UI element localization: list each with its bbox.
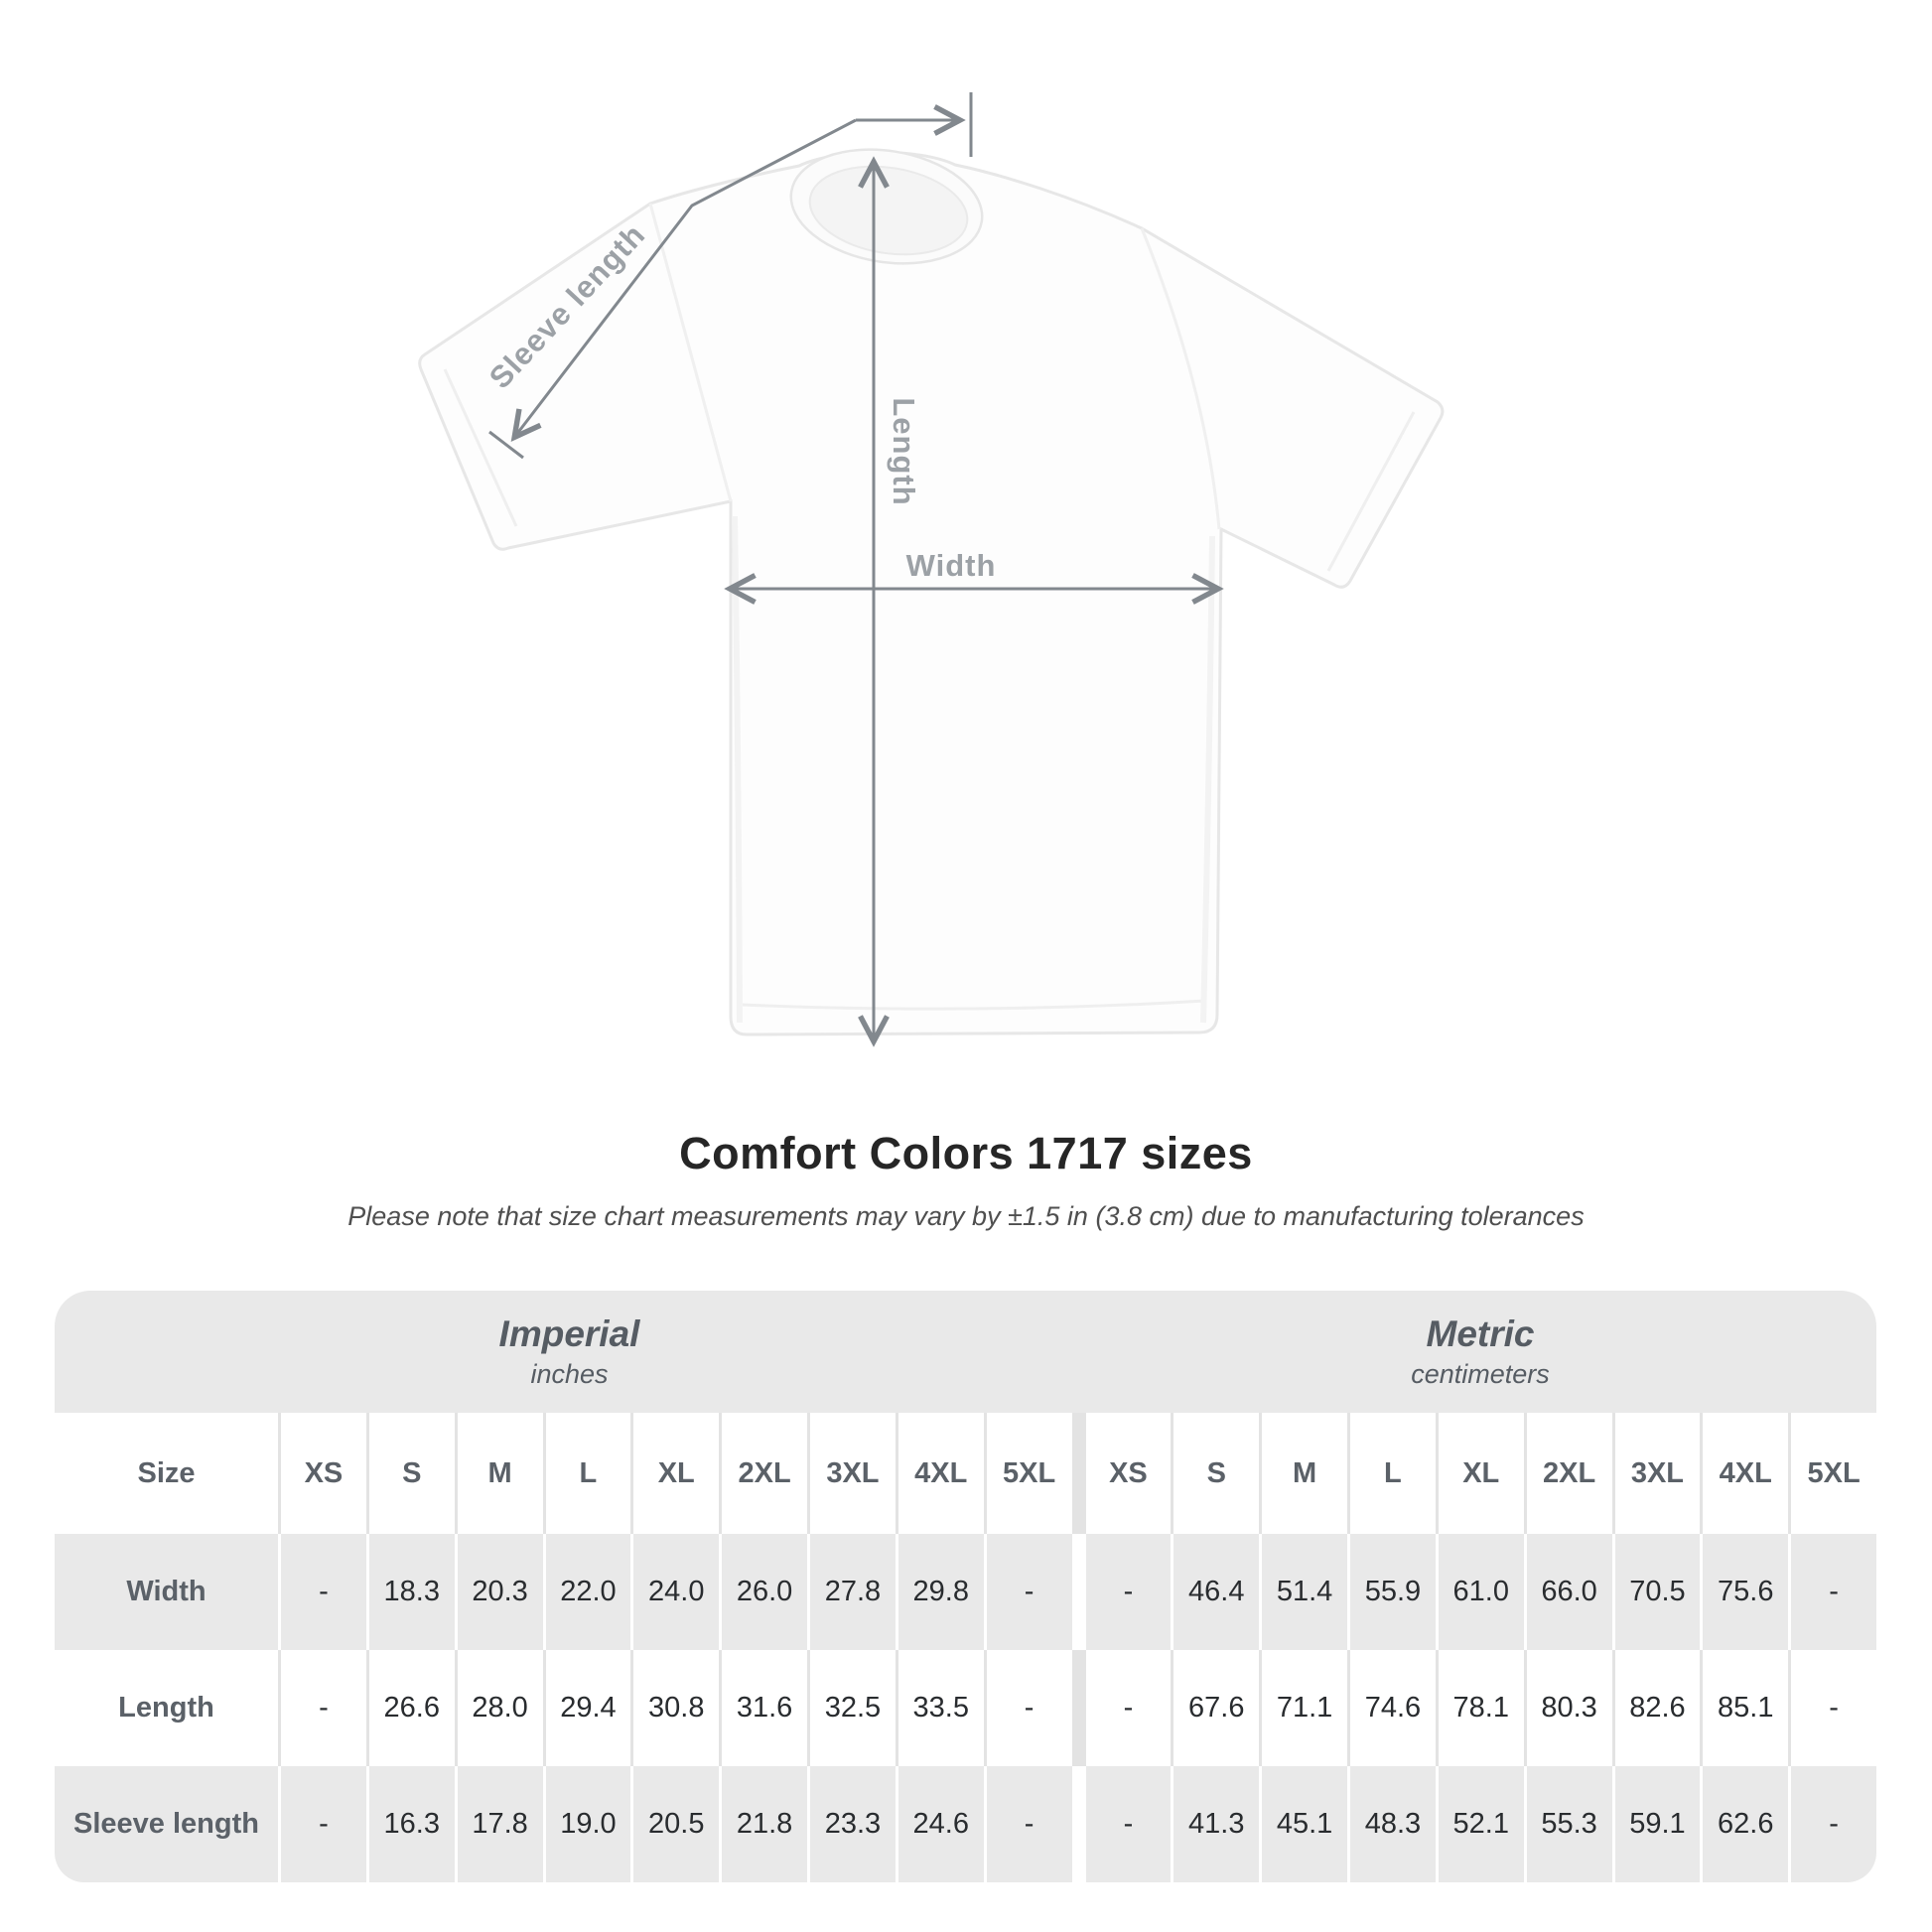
value-cell-imperial: -	[281, 1534, 366, 1650]
value-cell-imperial: 20.5	[633, 1766, 719, 1882]
value-cell-imperial: 30.8	[633, 1650, 719, 1766]
tshirt-image	[420, 137, 1443, 1035]
value-cell-imperial: 33.5	[898, 1650, 984, 1766]
tolerance-note: Please note that size chart measurements may vary by ±1.5 in (3.8 cm) due to manufacturing tolerances	[347, 1201, 1585, 1231]
value-cell-imperial: 24.6	[898, 1766, 984, 1882]
value-cell-imperial: 19.0	[546, 1766, 631, 1882]
value-cell-metric: 52.1	[1439, 1766, 1524, 1882]
imperial-unit-label: inches	[530, 1359, 609, 1389]
value-cell-imperial: 17.8	[458, 1766, 543, 1882]
metric-label: Metric	[1426, 1313, 1535, 1354]
row-label: Sleeve length	[55, 1766, 278, 1882]
value-cell-imperial: 18.3	[369, 1534, 455, 1650]
size-column-header-metric: 5XL	[1791, 1413, 1876, 1534]
value-cell-metric: 61.0	[1439, 1534, 1524, 1650]
value-cell-metric: 75.6	[1703, 1534, 1788, 1650]
value-cell-imperial: 24.0	[633, 1534, 719, 1650]
value-cell-imperial: 27.8	[810, 1534, 896, 1650]
value-cell-metric: 41.3	[1173, 1766, 1259, 1882]
sleeve-length-label: Sleeve length	[482, 216, 652, 396]
row-label: Length	[55, 1650, 278, 1766]
value-cell-imperial: 26.6	[369, 1650, 455, 1766]
value-cell-metric: 48.3	[1350, 1766, 1436, 1882]
size-column-header-metric: 4XL	[1703, 1413, 1788, 1534]
size-column-header-metric: S	[1173, 1413, 1259, 1534]
value-cell-metric: 67.6	[1173, 1650, 1259, 1766]
value-cell-metric: 51.4	[1262, 1534, 1347, 1650]
table-row	[55, 1766, 1876, 1882]
size-column-header-metric: 2XL	[1527, 1413, 1612, 1534]
value-cell-metric: -	[1086, 1766, 1172, 1882]
value-cell-metric: 82.6	[1615, 1650, 1701, 1766]
value-cell-metric: -	[1791, 1650, 1876, 1766]
size-column-header-metric: XL	[1439, 1413, 1524, 1534]
value-cell-imperial: -	[281, 1766, 366, 1882]
size-column-header-metric: XS	[1086, 1413, 1172, 1534]
value-cell-metric: 59.1	[1615, 1766, 1701, 1882]
value-cell-imperial: 20.3	[458, 1534, 543, 1650]
value-cell-imperial: 22.0	[546, 1534, 631, 1650]
value-cell-imperial: 28.0	[458, 1650, 543, 1766]
size-column-title: Size	[55, 1413, 278, 1534]
value-cell-imperial: 29.4	[546, 1650, 631, 1766]
unit-divider	[1075, 1650, 1083, 1766]
value-cell-imperial: 21.8	[722, 1766, 807, 1882]
size-column-header-imperial: XS	[281, 1413, 366, 1534]
unit-divider	[1075, 1413, 1083, 1534]
value-cell-metric: 45.1	[1262, 1766, 1347, 1882]
value-cell-imperial: -	[281, 1650, 366, 1766]
size-column-header-imperial: S	[369, 1413, 455, 1534]
length-label: Length	[886, 397, 921, 506]
metric-unit-label: centimeters	[1411, 1359, 1550, 1389]
value-cell-metric: 55.3	[1527, 1766, 1612, 1882]
size-column-header-metric: M	[1262, 1413, 1347, 1534]
size-column-header-imperial: 5XL	[987, 1413, 1072, 1534]
size-column-header-metric: L	[1350, 1413, 1436, 1534]
size-chart-title: Comfort Colors 1717 sizes	[679, 1128, 1253, 1178]
value-cell-imperial: -	[987, 1650, 1072, 1766]
value-cell-metric: 62.6	[1703, 1766, 1788, 1882]
table-row	[55, 1534, 1876, 1650]
unit-divider	[1075, 1766, 1083, 1882]
size-table	[55, 1291, 1876, 1882]
size-column-header-metric: 3XL	[1615, 1413, 1701, 1534]
value-cell-imperial: -	[987, 1766, 1072, 1882]
value-cell-imperial: -	[987, 1534, 1072, 1650]
value-cell-imperial: 16.3	[369, 1766, 455, 1882]
value-cell-metric: 74.6	[1350, 1650, 1436, 1766]
value-cell-metric: 80.3	[1527, 1650, 1612, 1766]
imperial-header	[55, 1291, 1084, 1413]
value-cell-metric: 46.4	[1173, 1534, 1259, 1650]
table-header-row	[55, 1413, 1876, 1534]
size-column-header-imperial: 3XL	[810, 1413, 896, 1534]
row-label: Width	[55, 1534, 278, 1650]
table-row	[55, 1650, 1876, 1766]
value-cell-metric: -	[1791, 1766, 1876, 1882]
value-cell-imperial: 26.0	[722, 1534, 807, 1650]
value-cell-metric: -	[1086, 1650, 1172, 1766]
unit-divider	[1075, 1534, 1083, 1650]
value-cell-imperial: 32.5	[810, 1650, 896, 1766]
metric-header	[1084, 1291, 1876, 1413]
value-cell-metric: 71.1	[1262, 1650, 1347, 1766]
width-label: Width	[905, 548, 997, 583]
size-column-header-imperial: 4XL	[898, 1413, 984, 1534]
value-cell-metric: 85.1	[1703, 1650, 1788, 1766]
size-column-header-imperial: M	[458, 1413, 543, 1534]
value-cell-metric: -	[1086, 1534, 1172, 1650]
value-cell-imperial: 23.3	[810, 1766, 896, 1882]
size-table-rows	[55, 1413, 1876, 1882]
value-cell-metric: -	[1791, 1534, 1876, 1650]
value-cell-metric: 55.9	[1350, 1534, 1436, 1650]
value-cell-imperial: 31.6	[722, 1650, 807, 1766]
value-cell-metric: 78.1	[1439, 1650, 1524, 1766]
value-cell-imperial: 29.8	[898, 1534, 984, 1650]
imperial-label: Imperial	[498, 1313, 640, 1354]
unit-header-band	[55, 1291, 1876, 1413]
size-column-header-imperial: 2XL	[722, 1413, 807, 1534]
value-cell-metric: 70.5	[1615, 1534, 1701, 1650]
size-column-header-imperial: L	[546, 1413, 631, 1534]
value-cell-metric: 66.0	[1527, 1534, 1612, 1650]
size-column-header-imperial: XL	[633, 1413, 719, 1534]
